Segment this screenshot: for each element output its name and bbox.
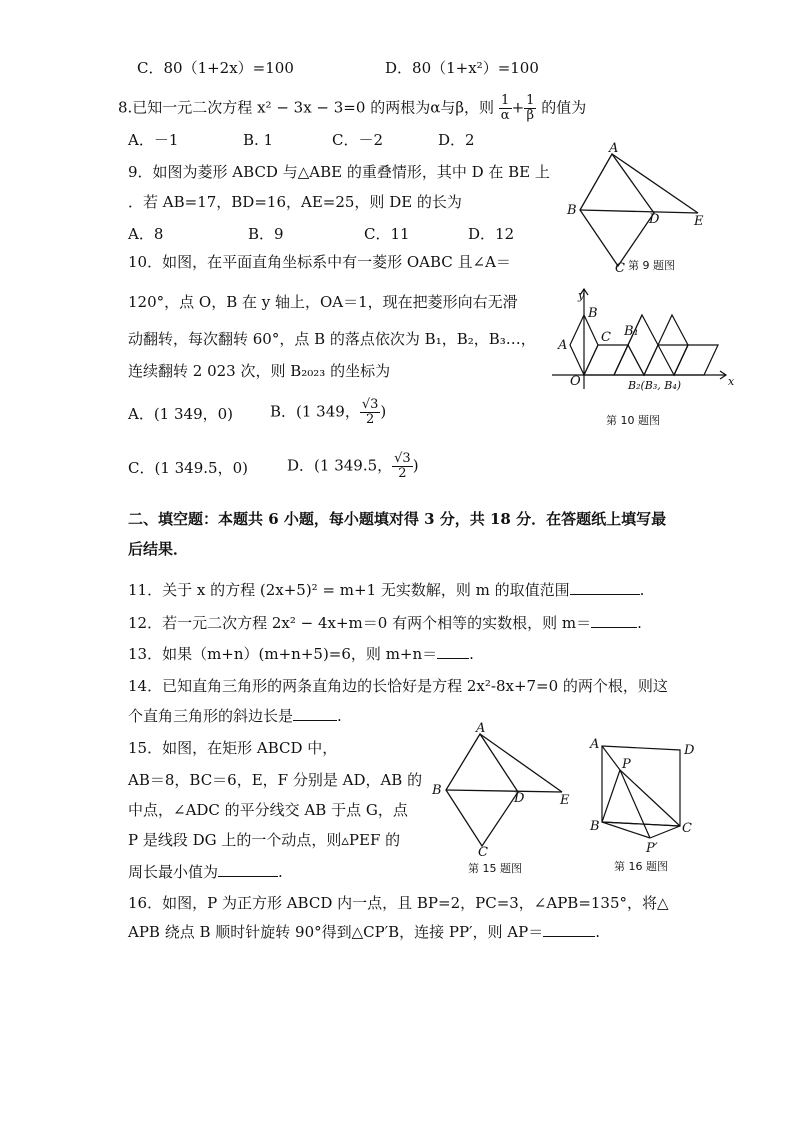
- q8-plus: +: [511, 98, 525, 117]
- q10-label-y: y: [578, 289, 585, 302]
- q15-label-c: C: [478, 845, 488, 858]
- q15-segment-be: [446, 790, 562, 792]
- q16-figure: [584, 734, 704, 856]
- q10-option-d: [287, 452, 419, 481]
- q13: [128, 644, 474, 664]
- q16-label-p: P: [622, 757, 631, 772]
- q8-frac-1-den: α: [500, 108, 510, 123]
- q10-option-a: A．(1 349，0): [128, 405, 234, 423]
- q10-option-d-pre: D．(1 349.5，: [287, 456, 393, 475]
- q10-label-o: O: [570, 374, 581, 389]
- q15-line-1: 15．如图，在矩形 ABCD 中，: [128, 739, 338, 757]
- q15-figure: [428, 718, 578, 858]
- q15-stem: 周长最小值为: [128, 863, 219, 881]
- q10-label-b: B: [588, 306, 598, 321]
- q16-segment-bp: [602, 770, 620, 822]
- q10-option-d-den: 2: [398, 466, 407, 481]
- q10-option-b: [270, 398, 386, 427]
- q12-period: .: [637, 614, 642, 632]
- q11-answer-blank[interactable]: [570, 580, 640, 595]
- q13-period: .: [469, 645, 474, 663]
- q9-option-d: D．12: [468, 225, 515, 243]
- q8-frac-1: [499, 94, 512, 123]
- q10-option-c: C．(1 349.5，0): [128, 459, 248, 477]
- q7-option-c: C．80（1+2x）=100: [137, 59, 294, 77]
- q8-option-c: C．－2: [332, 131, 384, 149]
- q10-option-b-frac: [360, 398, 381, 427]
- q8-stem-post: 的值为: [541, 98, 587, 117]
- q15-label-a: A: [476, 721, 486, 736]
- q12: [128, 613, 642, 633]
- q9-label-e: E: [694, 214, 704, 229]
- q10-rhombus-flip-2: [614, 345, 644, 375]
- q15-line-4: P 是线段 DG 上的一个动点，则▵PEF 的: [128, 831, 401, 849]
- q10-label-c: C: [601, 330, 611, 345]
- q16-segment-pp-prime: [620, 770, 650, 838]
- q10-line-3: 动翻转，每次翻转 60°，点 B 的落点依次为 B₁，B₂，B₃…，: [128, 330, 536, 348]
- q10-figure: [548, 285, 738, 395]
- q15-label-b: B: [432, 783, 442, 798]
- q10-option-d-num: √3: [394, 451, 411, 466]
- q9-option-c: C．11: [364, 225, 410, 243]
- q15-line-2: AB＝8，BC＝6，E，F 分别是 AD，AB 的: [128, 771, 423, 789]
- q13-answer-blank[interactable]: [437, 644, 469, 659]
- q10-rhombus-flip-6: [674, 345, 718, 375]
- q11: [128, 580, 644, 600]
- q9-figure: [562, 142, 712, 272]
- q16-segment-ap: [602, 746, 620, 770]
- section-2-heading-line-2: 后结果．: [128, 540, 189, 558]
- q16-segment-pc: [620, 770, 680, 826]
- q16-stem: APB 绕点 B 顺时针旋转 90°得到△CP′B，连接 PP′，则 AP＝: [128, 923, 544, 941]
- q16-label-d: D: [684, 743, 695, 758]
- q10-option-d-post: ): [412, 456, 419, 475]
- q16-label-p-prime: P′: [646, 841, 658, 856]
- q9-line-1: 9．如图为菱形 ABCD 与△ABE 的重叠情形，其中 D 在 BE 上: [128, 163, 550, 181]
- q9-label-a: A: [609, 142, 619, 156]
- q12-answer-blank[interactable]: [591, 613, 637, 628]
- q16-square-abcd: [602, 746, 680, 826]
- q14-period: .: [337, 707, 342, 725]
- q8-stem: [118, 94, 586, 123]
- q15-line-3: 中点，∠ADC 的平分线交 AB 于点 G，点: [128, 801, 408, 819]
- q9-segment-ae: [612, 154, 698, 213]
- q11-period: .: [639, 581, 645, 599]
- q14-line-1: 14．已知直角三角形的两条直角边的长恰好是方程 2x²-8x+7=0 的两个根，则这: [128, 677, 668, 695]
- q16-period: .: [595, 923, 601, 941]
- q9-option-b: B．9: [248, 225, 284, 243]
- q9-label-d: D: [649, 212, 660, 227]
- q16-segment-p-prime-c: [650, 826, 680, 838]
- q10-option-b-den: 2: [365, 412, 375, 427]
- q15-label-d: D: [514, 791, 525, 806]
- q9-segment-be: [580, 210, 698, 213]
- q8-option-a: A．－1: [128, 131, 179, 149]
- q10-label-a: A: [558, 338, 568, 353]
- q14-line-2: [128, 706, 342, 726]
- q8-option-b: B. 1: [243, 131, 274, 149]
- q8-option-d: D．2: [438, 131, 475, 149]
- q10-option-b-post: ): [380, 402, 387, 421]
- q15-label-e: E: [560, 793, 570, 808]
- q14-stem: 个直角三角形的斜边长是: [128, 707, 294, 725]
- section-2-heading-line-1: 二、填空题：本题共 6 小题，每小题填对得 3 分，共 18 分．在答题纸上填写最: [128, 510, 667, 528]
- q8-frac-2-num: 1: [526, 93, 535, 108]
- q10-caption: 第 10 题图: [606, 414, 660, 427]
- q7-option-d: D．80（1+x²）=100: [385, 59, 539, 77]
- q8-frac-2: [524, 94, 536, 123]
- q14-answer-blank[interactable]: [293, 706, 337, 721]
- q10-option-d-frac: [392, 452, 413, 481]
- q8-stem-pre: 8.已知一元二次方程 x² − 3x − 3=0 的两根为α与β，则: [118, 98, 494, 117]
- q15-period: .: [278, 863, 283, 881]
- q10-line-2: 120°，点 O，B 在 y 轴上，OA＝1，现在把菱形向右无滑: [128, 293, 518, 311]
- q10-label-x: x: [728, 375, 735, 388]
- q15-line-5: [128, 862, 283, 882]
- q9-label-c: C: [615, 261, 625, 272]
- q15-caption: 第 15 题图: [468, 862, 522, 875]
- q16-label-b: B: [590, 819, 600, 834]
- q16-line-1: 16．如图，P 为正方形 ABCD 内一点，且 BP=2，PC=3，∠APB=135°，将△: [128, 894, 669, 912]
- q15-answer-blank[interactable]: [218, 862, 278, 877]
- q13-stem: 13．如果（m+n）(m+n+5)=6，则 m+n＝: [128, 645, 438, 663]
- q9-caption: 第 9 题图: [628, 259, 675, 272]
- q11-stem: 11．关于 x 的方程 (2x+5)² = m+1 无实数解，则 m 的取值范围: [128, 581, 570, 599]
- q16-caption: 第 16 题图: [614, 860, 668, 873]
- q8-frac-1-num: 1: [499, 94, 512, 109]
- q10-option-b-pre: B．(1 349，: [270, 402, 360, 421]
- q9-option-a: A．8: [128, 225, 164, 243]
- q16-line-2: [128, 922, 600, 942]
- q12-stem: 12．若一元二次方程 2x² − 4x+m＝0 有两个相等的实数根，则 m＝: [128, 614, 592, 632]
- q10-line-4: 连续翻转 2 023 次，则 B₂₀₂₃ 的坐标为: [128, 362, 391, 380]
- q15-segment-ae: [480, 734, 562, 792]
- q16-label-a: A: [590, 737, 600, 752]
- q10-label-b1: B₁: [624, 324, 639, 339]
- q10-label-b2: B₂(B₃, B₄): [628, 379, 682, 392]
- q16-label-c: C: [682, 821, 692, 836]
- q8-frac-2-den: β: [526, 108, 535, 123]
- q9-line-2: ．若 AB=17，BD=16，AE=25，则 DE 的长为: [128, 193, 462, 211]
- q10-line-1: 10．如图，在平面直角坐标系中有一菱形 OABC 且∠A＝: [128, 253, 511, 271]
- q9-label-b: B: [567, 203, 577, 218]
- q10-option-b-num: √3: [361, 397, 379, 412]
- q16-answer-blank[interactable]: [543, 922, 595, 937]
